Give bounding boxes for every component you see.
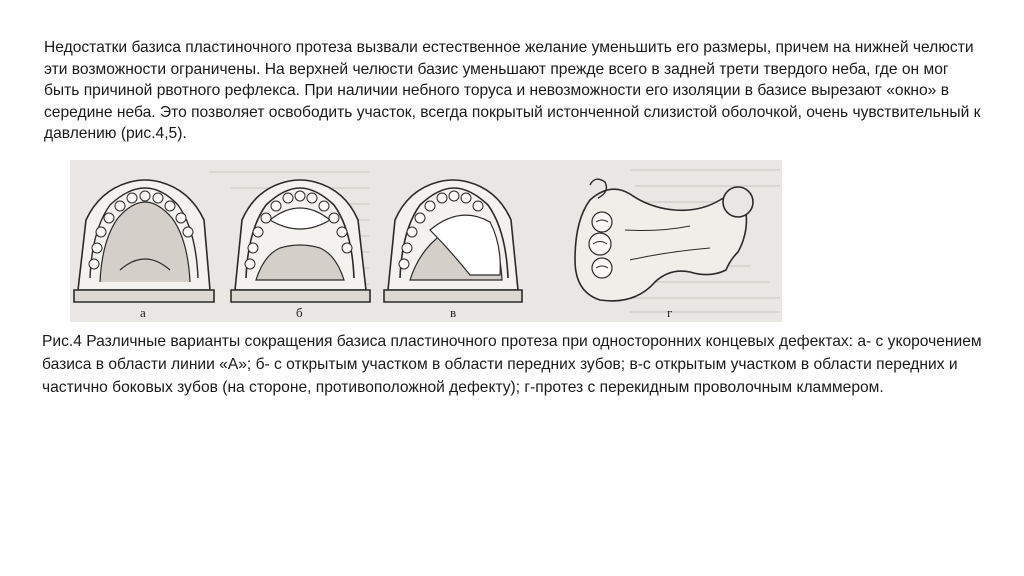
cast-b xyxy=(231,180,370,302)
label-v: в xyxy=(450,305,457,320)
label-b: б xyxy=(296,305,303,320)
intro-paragraph: Недостатки базиса пластиночного протеза вызвали естественное желание уменьшить его размеры, причем на нижней челюсти эти возможности ограничены. На верхней челюсти базис уменьшают прежде всего в задней трети твердого неба, где он мог быть причиной рвотного рефлекса. При наличии небного торуса и невозможности его изоляции в базисе вырезают «окно» в середине неба. Это позволяет освободить участок, всегда покрытый истонченной слизистой оболочкой, очень чувствительный к давлению (рис.4,5). xyxy=(44,39,981,142)
denture-figure xyxy=(70,160,782,322)
figure-caption: Рис.4 Различные варианты сокращения базиса пластиночного протеза при односторонних концевых дефектах: а- с укорочением базиса в области линии «А»; б- с открытым участком в области передних зубов; в-с открытым участком в области передних и частично боковых зубов (на стороне, противоположной дефекту); г-протез с перекидным проволочным кламмером. xyxy=(42,333,982,396)
label-a: а xyxy=(140,305,146,320)
denture-g xyxy=(575,179,753,301)
cast-v xyxy=(384,180,522,302)
label-g: г xyxy=(667,305,673,320)
cast-a xyxy=(74,180,214,302)
